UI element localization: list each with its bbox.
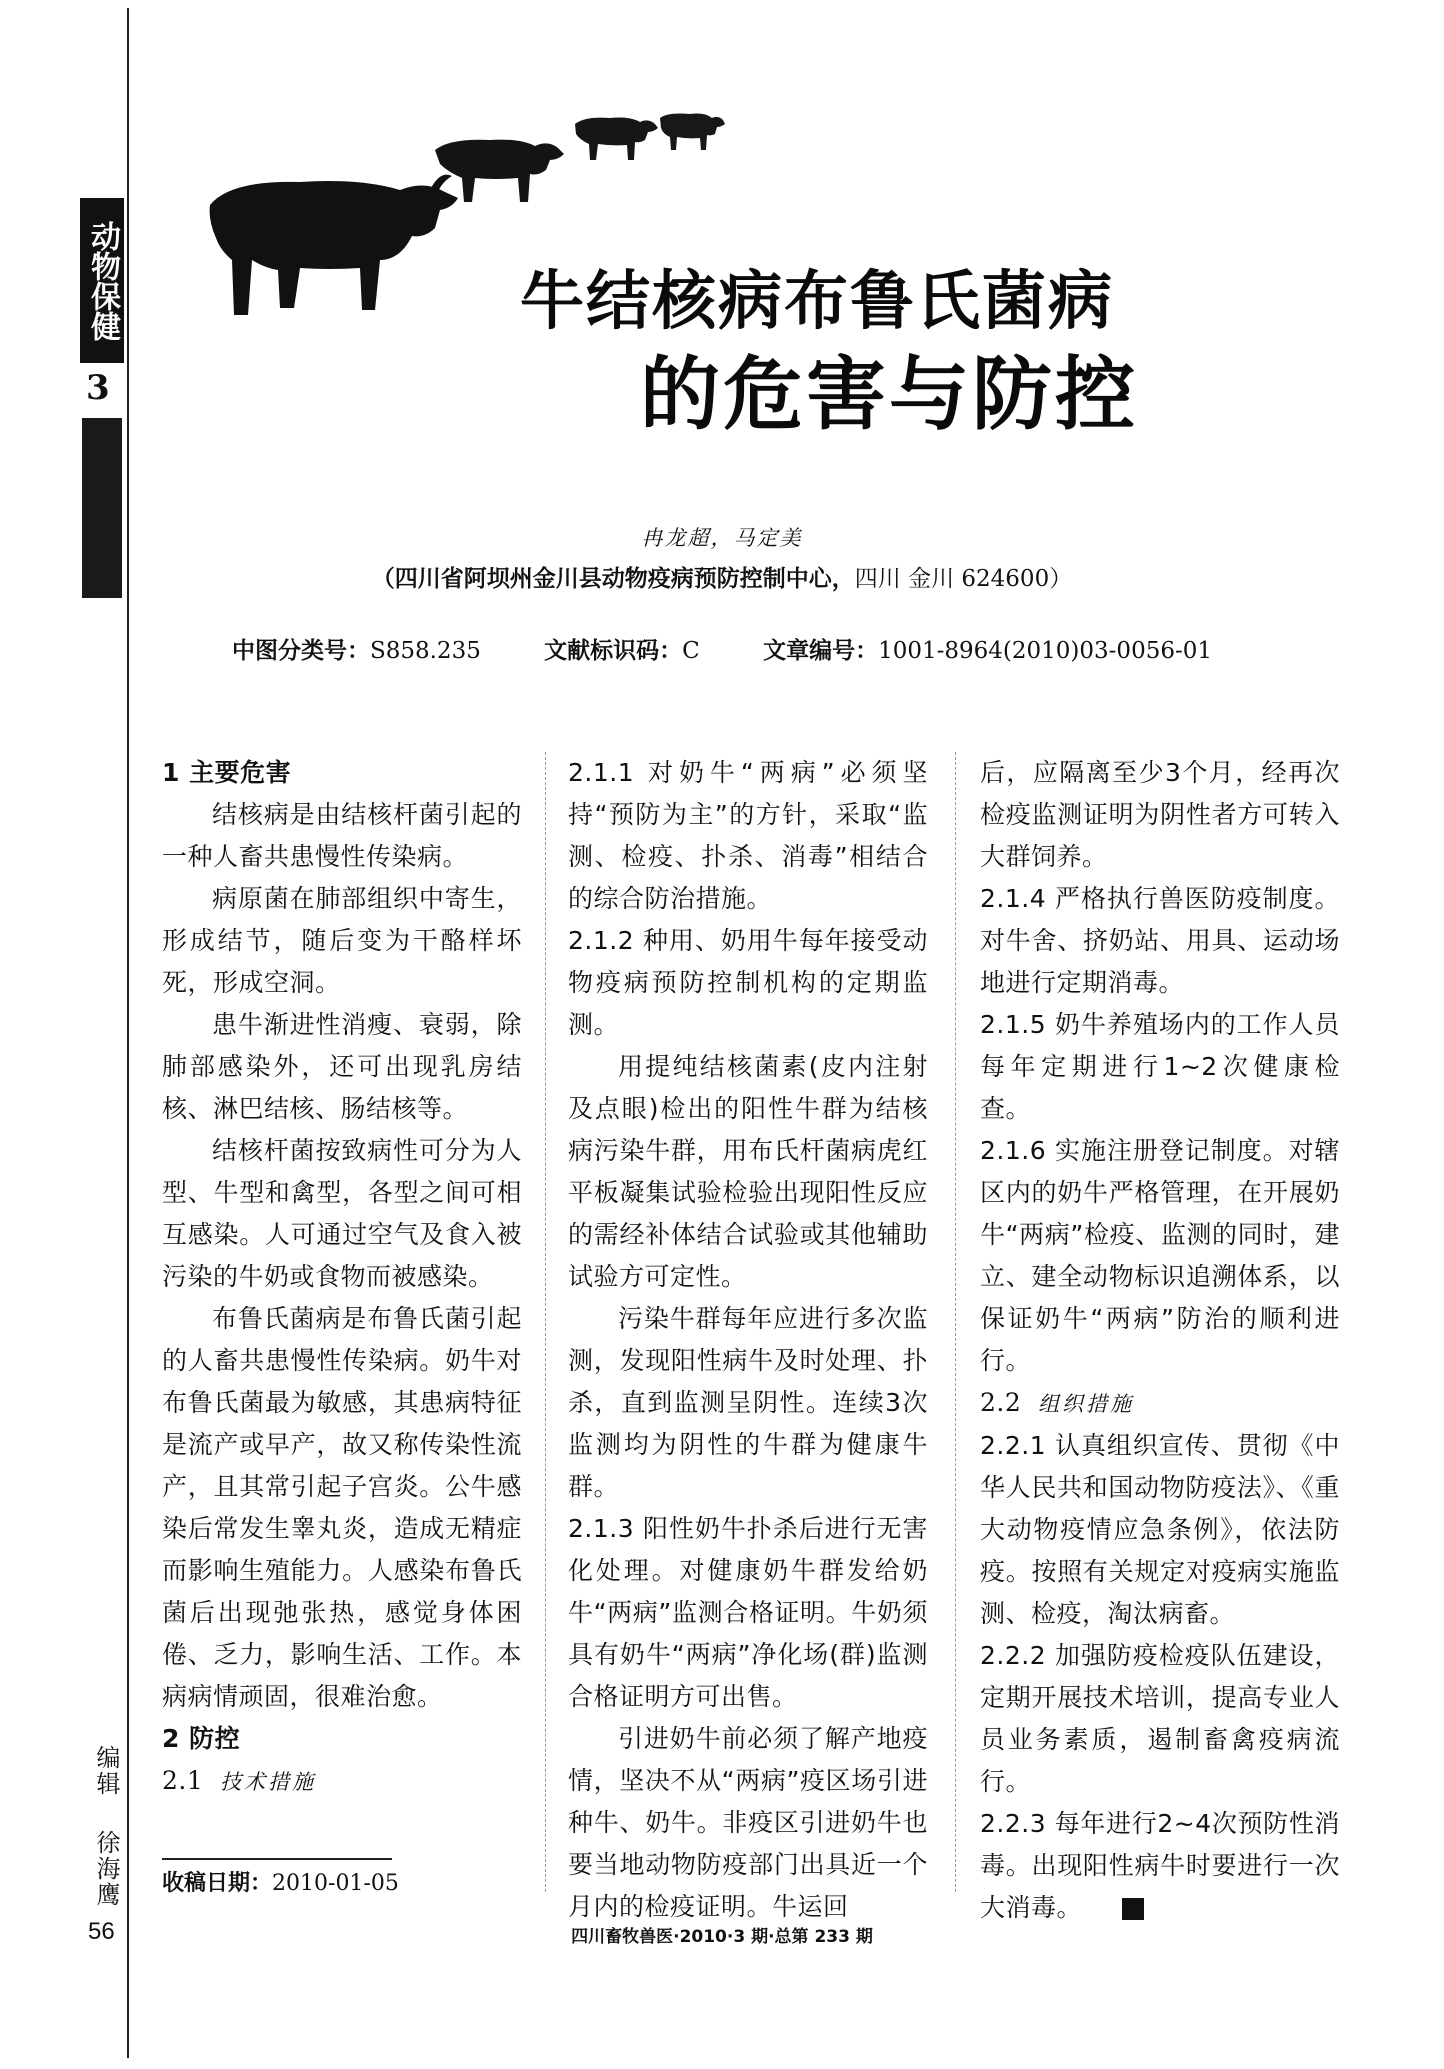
affiliation-location: 四川 金川 624600）: [854, 566, 1073, 592]
paragraph: 污染牛群每年应进行多次监测，发现阳性病牛及时处理、扑杀，直到监测呈阴性。连续3次监测均为阴性的牛群为健康牛群。: [568, 1304, 928, 1501]
subsection-heading-2-2: [980, 1382, 1340, 1425]
paragraph: 结核杆菌按致病性可分为人型、牛型和禽型，各型之间可相互感染。人可通过空气及食入被污染的牛奶或食物而被感染。: [162, 1136, 522, 1291]
paragraph: 结核病是由结核杆菌引起的一种人畜共患慢性传染病。: [162, 800, 522, 871]
journal-footer: 四川畜牧兽医·2010·3 期·总第 233 期: [571, 1927, 873, 1947]
paragraph-2-1-6: 2.1.6 实施注册登记制度。对辖区内的奶牛严格管理，在开展奶牛“两病”检疫、监测的同时，建立、建全动物标识追溯体系，以保证奶牛“两病”防治的顺利进行。: [980, 1136, 1340, 1375]
article-number: [763, 632, 1212, 665]
paragraph-2-2-3: [980, 1803, 1340, 1929]
doc-value: C: [682, 638, 700, 664]
article-value: 1001-8964(2010)03-0056-01: [878, 638, 1213, 664]
paragraph: 患牛渐进性消瘦、衰弱，除肺部感染外，还可出现乳房结核、淋巴结核、肠结核等。: [162, 1010, 522, 1123]
received-label: 收稿日期：: [162, 1871, 273, 1896]
paragraph-2-2-1: 2.2.1 认真组织宣传、贯彻《中华人民共和国动物防疫法》、《重大动物疫情应急条例》，依法防疫。按照有关规定对疫病实施监测、检疫，淘汰病畜。: [980, 1431, 1340, 1628]
paragraph-continued: 后，应隔离至少3个月，经再次检疫监测证明为阴性者方可转入大群饲养。: [980, 758, 1340, 871]
footnote-rule: [162, 1858, 392, 1860]
paragraph-2-1-4: 2.1.4 严格执行兽医防疫制度。对牛舍、挤奶站、用具、运动场地进行定期消毒。: [980, 884, 1340, 997]
column-3: [980, 752, 1340, 1929]
paragraph-2-2-3-text: 2.2.3 每年进行2~4次预防性消毒。出现阳性病牛时要进行一次大消毒。: [980, 1809, 1340, 1922]
column-divider: [955, 752, 956, 1892]
paragraph-2-1-1: 2.1.1 对奶牛“两病”必须坚持“预防为主”的方针，采取“监测、检疫、扑杀、消毒”相结合的综合防治措施。: [568, 758, 928, 913]
article-label: 文章编号：: [763, 638, 879, 664]
buffalo-small-icon: [575, 118, 658, 161]
section-heading-2: 2 防控: [162, 1724, 241, 1753]
column-2: [568, 752, 928, 1928]
authors: 冉龙超，马定美: [641, 526, 803, 550]
clc-value: S858.235: [369, 638, 481, 664]
issue-number: 3: [86, 368, 110, 408]
column-1: [162, 752, 522, 1803]
clc-label: 中图分类号：: [231, 638, 370, 664]
article-title-line-1: 牛结核病布鲁氏菌病: [520, 265, 1114, 339]
editor-label: 编辑: [92, 1745, 120, 1797]
metadata-line: [0, 632, 1444, 665]
affiliation-main: （四川省阿坝州金川县动物疫病预防控制中心，: [371, 566, 855, 592]
subsection-heading-2-1: [162, 1760, 522, 1803]
end-mark-icon: [1122, 1898, 1144, 1920]
doc-code: [544, 632, 700, 665]
subsection-title: 组织措施: [1038, 1392, 1135, 1416]
paragraph-2-1-2: 2.1.2 种用、奶用牛每年接受动物疫病预防控制机构的定期监测。: [568, 926, 928, 1039]
subsection-title: 技术措施: [220, 1770, 317, 1794]
buffalo-medium-icon: [435, 140, 564, 202]
received-date: [162, 1866, 399, 1897]
page-number: 56: [88, 1918, 115, 1945]
editor-name: 徐海鹰: [92, 1830, 120, 1908]
clc-number: [232, 632, 481, 665]
subsection-number: 2.2: [980, 1388, 1022, 1417]
section-heading-1: 1 主要危害: [162, 758, 292, 787]
article-title-line-2: 的危害与防控: [640, 348, 1138, 441]
buffalo-tiny-icon: [660, 114, 725, 151]
doc-label: 文献标识码：: [544, 638, 683, 664]
column-divider: [545, 752, 546, 1892]
paragraph-2-1-5: 2.1.5 奶牛养殖场内的工作人员每年定期进行1~2次健康检查。: [980, 1010, 1340, 1123]
affiliation: [0, 560, 1444, 593]
paragraph: 病原菌在肺部组织中寄生，形成结节，随后变为干酪样坏死，形成空洞。: [162, 884, 522, 997]
paragraph: 布鲁氏菌病是布鲁氏菌引起的人畜共患慢性传染病。奶牛对布鲁氏菌最为敏感，其患病特征是流产或早产，故又称传染性流产，且其常引起子宫炎。公牛感染后常发生睾丸炎，造成无精症而影响生殖能力。人感染布鲁氏菌后出现弛张热，感觉身体困倦、乏力，影响生活、工作。本病病情顽固，很难治愈。: [162, 1304, 522, 1711]
section-tab: 动物保健: [80, 198, 124, 363]
received-value: 2010-01-05: [272, 1871, 399, 1896]
subsection-number: 2.1: [162, 1766, 204, 1795]
paragraph: 引进奶牛前必须了解产地疫情，坚决不从“两病”疫区场引进种牛、奶牛。非疫区引进奶牛也要当地动物防疫部门出具近一个月内的检疫证明。牛运回: [568, 1724, 928, 1921]
buffalo-large-icon: [210, 175, 458, 315]
paragraph: 用提纯结核菌素(皮内注射及点眼)检出的阳性牛群为结核病污染牛群，用布氏杆菌病虎红平板凝集试验检验出现阳性反应的需经补体结合试验或其他辅助试验方可定性。: [568, 1052, 928, 1291]
margin-rule: [127, 8, 129, 2058]
paragraph-2-1-3: 2.1.3 阳性奶牛扑杀后进行无害化处理。对健康奶牛群发给奶牛“两病”监测合格证明。牛奶须具有奶牛“两病”净化场(群)监测合格证明方可出售。: [568, 1514, 928, 1711]
paragraph-2-2-2: 2.2.2 加强防疫检疫队伍建设，定期开展技术培训，提高专业人员业务素质，遏制畜禽疫病流行。: [980, 1641, 1340, 1796]
